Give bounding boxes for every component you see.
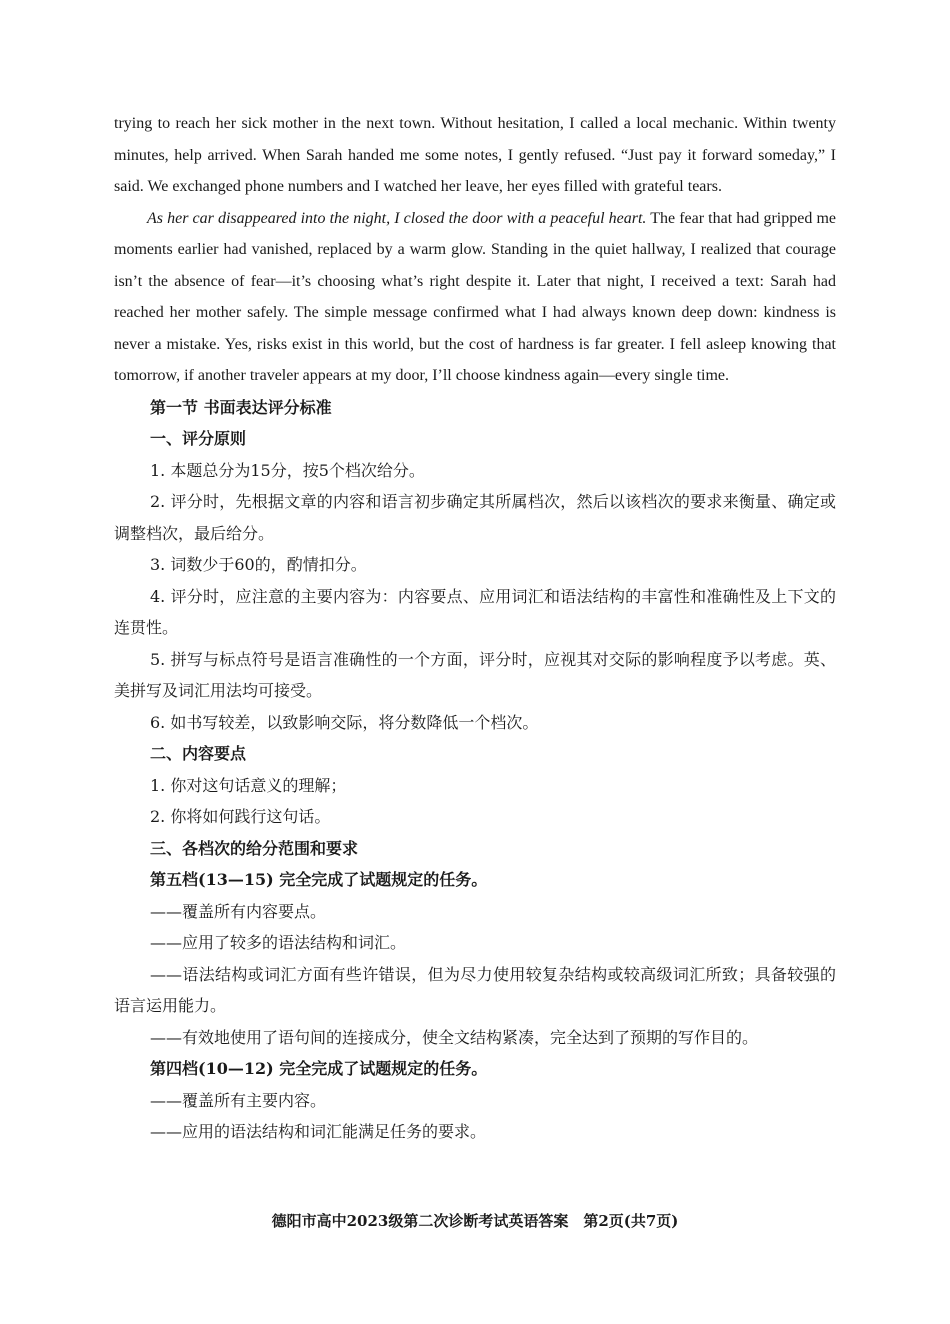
level4-item: ——覆盖所有主要内容。: [150, 1090, 327, 1110]
essay-paragraph-2-rest: The fear that had gripped me moments earlier had vanished, replaced by a warm glow. Standing in the quiet hallway, I realized that courage isn’t the absence of fear—it’s choosing what’s right despite it. Later that night, I received a text: Sarah had reached her mother safely. The simple message confirmed what I had always known deep down: kindness is never a mistake. Yes, risks exist in this world, but the cost of hardness is far greater. I fell asleep knowing that tomorrow, if another traveler appears at my door, I’ll choose kindness again—every single time.: [114, 209, 836, 384]
page-footer: 德阳市高中2023级第二次诊断考试英语答案 第2页(共7页): [271, 1212, 679, 1230]
essay-paragraph-1: trying to reach her sick mother in the next town. Without hesitation, I called a local mechanic. Within twenty minutes, help arrived. When Sarah handed me some notes, I gently refused. “Just pay it forward someday,” I said. We exchanged phone numbers and I watched her leave, her eyes filled with grateful tears.: [114, 115, 836, 195]
levels-title: 三、各档次的给分范围和要求: [150, 838, 359, 858]
level4-item: ——应用的语法结构和词汇能满足任务的要求。: [150, 1122, 487, 1141]
principles-title: 一、评分原则: [150, 429, 247, 448]
principle-item: 3. 词数少于60的，酌情扣分。: [150, 555, 367, 574]
content-point: 2. 你将如何践行这句话。: [150, 807, 331, 826]
principle-item: 4. 评分时，应注意的主要内容为：内容要点、应用词汇和语法结构的丰富性和准确性及上下文的连贯性。: [114, 586, 836, 637]
principle-item: 2. 评分时，先根据文章的内容和语言初步确定其所属档次，然后以该档次的要求来衡量、确定或调整档次，最后给分。: [114, 492, 836, 543]
level5-item: ——语法结构或词汇方面有些许错误，但为尽力使用较复杂结构或较高级词汇所致；具备较强的语言运用能力。: [114, 964, 836, 1015]
essay-paragraph-2: [114, 203, 836, 392]
principle-item: 1. 本题总分为15分，按5个档次给分。: [150, 460, 425, 480]
principle-item: 5. 拼写与标点符号是语言准确性的一个方面，评分时，应视其对交际的影响程度予以考虑。英、美拼写及词汇用法均可接受。: [114, 649, 836, 700]
content-point: 1. 你对这句话意义的理解；: [150, 775, 347, 795]
content-title: 二、内容要点: [150, 744, 247, 763]
section-title: 第一节 书面表达评分标准: [150, 397, 332, 417]
level4-title: 第四档(10—12) 完全完成了试题规定的任务。: [150, 1059, 488, 1078]
principle-item: 6. 如书写较差，以致影响交际，将分数降低一个档次。: [150, 712, 539, 732]
level5-item: ——应用了较多的语法结构和词汇。: [150, 933, 407, 952]
level5-item: ——覆盖所有内容要点。: [150, 901, 327, 921]
page-content: [114, 108, 836, 1148]
essay-italic-sentence: As her car disappeared into the night, I closed the door with a peaceful heart.: [147, 209, 647, 227]
level5-item: ——有效地使用了语句间的连接成分，使全文结构紧凑，完全达到了预期的写作目的。: [150, 1027, 759, 1047]
level5-title: 第五档(13—15) 完全完成了试题规定的任务。: [150, 870, 488, 889]
